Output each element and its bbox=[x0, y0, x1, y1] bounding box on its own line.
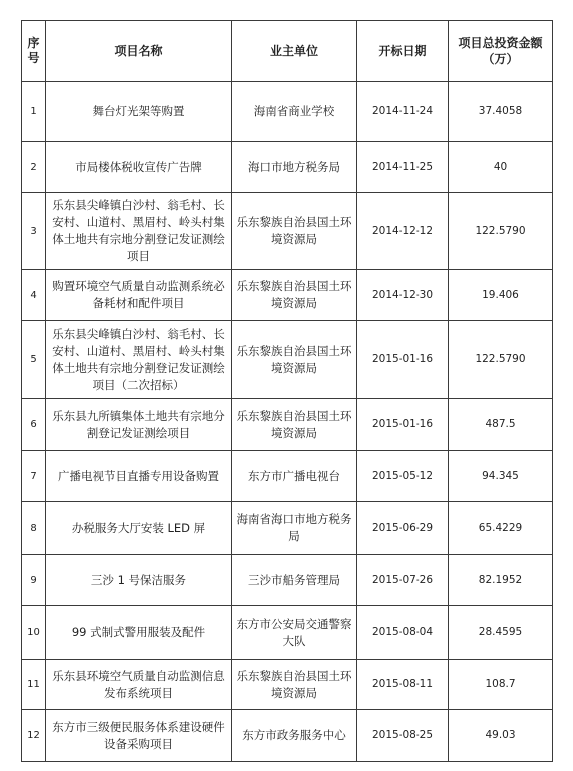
row-date: 2015-06-29 bbox=[357, 502, 449, 555]
table-row bbox=[22, 193, 553, 270]
row-seq: 5 bbox=[22, 321, 46, 399]
row-date: 2015-05-12 bbox=[357, 451, 449, 502]
row-date: 2014-12-30 bbox=[357, 270, 449, 321]
row-seq: 1 bbox=[22, 82, 46, 142]
row-amount: 94.345 bbox=[449, 451, 553, 502]
row-amount: 108.7 bbox=[449, 660, 553, 710]
row-amount: 28.4595 bbox=[449, 606, 553, 660]
table-row bbox=[22, 270, 553, 321]
row-amount: 122.5790 bbox=[449, 321, 553, 399]
row-date: 2015-08-25 bbox=[357, 710, 449, 762]
row-owner: 海南省海口市地方税务局 bbox=[232, 502, 357, 555]
row-name: 购置环境空气质量自动监测系统必备耗材和配件项目 bbox=[46, 270, 232, 321]
table-row bbox=[22, 451, 553, 502]
row-owner: 乐东黎族自治县国土环境资源局 bbox=[232, 270, 357, 321]
row-name: 舞台灯光架等购置 bbox=[46, 82, 232, 142]
row-date: 2015-01-16 bbox=[357, 321, 449, 399]
table-row bbox=[22, 82, 553, 142]
table-row bbox=[22, 555, 553, 606]
row-amount: 122.5790 bbox=[449, 193, 553, 270]
row-name: 三沙 1 号保洁服务 bbox=[46, 555, 232, 606]
table-row bbox=[22, 710, 553, 762]
row-owner: 海南省商业学校 bbox=[232, 82, 357, 142]
row-owner: 乐东黎族自治县国土环境资源局 bbox=[232, 399, 357, 451]
row-owner: 东方市政务服务中心 bbox=[232, 710, 357, 762]
table-row bbox=[22, 660, 553, 710]
row-date: 2014-11-25 bbox=[357, 142, 449, 193]
row-seq: 2 bbox=[22, 142, 46, 193]
row-owner: 乐东黎族自治县国土环境资源局 bbox=[232, 321, 357, 399]
header-date: 开标日期 bbox=[357, 21, 449, 82]
row-name: 东方市三级便民服务体系建设硬件设备采购项目 bbox=[46, 710, 232, 762]
row-name: 市局楼体税收宣传广告牌 bbox=[46, 142, 232, 193]
table-row bbox=[22, 142, 553, 193]
table-row bbox=[22, 321, 553, 399]
row-name: 乐东县九所镇集体土地共有宗地分割登记发证测绘项目 bbox=[46, 399, 232, 451]
row-name: 乐东县尖峰镇白沙村、翁毛村、长安村、山道村、黑眉村、岭头村集体土地共有宗地分割登记发证测绘项目 bbox=[46, 193, 232, 270]
table-row bbox=[22, 399, 553, 451]
row-seq: 10 bbox=[22, 606, 46, 660]
row-date: 2015-07-26 bbox=[357, 555, 449, 606]
row-name: 乐东县尖峰镇白沙村、翁毛村、长安村、山道村、黑眉村、岭头村集体土地共有宗地分割登记发证测绘项目（二次招标） bbox=[46, 321, 232, 399]
table-header-row bbox=[22, 21, 553, 82]
row-amount: 49.03 bbox=[449, 710, 553, 762]
row-date: 2015-01-16 bbox=[357, 399, 449, 451]
row-seq: 12 bbox=[22, 710, 46, 762]
row-amount: 65.4229 bbox=[449, 502, 553, 555]
row-name: 乐东县环境空气质量自动监测信息发布系统项目 bbox=[46, 660, 232, 710]
row-name: 办税服务大厅安装 LED 屏 bbox=[46, 502, 232, 555]
row-seq: 3 bbox=[22, 193, 46, 270]
row-seq: 6 bbox=[22, 399, 46, 451]
header-owner: 业主单位 bbox=[232, 21, 357, 82]
row-owner: 乐东黎族自治县国土环境资源局 bbox=[232, 193, 357, 270]
row-seq: 11 bbox=[22, 660, 46, 710]
row-date: 2015-08-04 bbox=[357, 606, 449, 660]
row-amount: 19.406 bbox=[449, 270, 553, 321]
row-date: 2015-08-11 bbox=[357, 660, 449, 710]
row-amount: 37.4058 bbox=[449, 82, 553, 142]
row-owner: 东方市广播电视台 bbox=[232, 451, 357, 502]
header-name: 项目名称 bbox=[46, 21, 232, 82]
row-owner: 三沙市船务管理局 bbox=[232, 555, 357, 606]
table-row bbox=[22, 502, 553, 555]
row-name: 99 式制式警用服装及配件 bbox=[46, 606, 232, 660]
row-amount: 82.1952 bbox=[449, 555, 553, 606]
row-seq: 4 bbox=[22, 270, 46, 321]
row-name: 广播电视节目直播专用设备购置 bbox=[46, 451, 232, 502]
row-owner: 东方市公安局交通警察大队 bbox=[232, 606, 357, 660]
row-amount: 40 bbox=[449, 142, 553, 193]
row-seq: 8 bbox=[22, 502, 46, 555]
table-row bbox=[22, 606, 553, 660]
row-owner: 乐东黎族自治县国土环境资源局 bbox=[232, 660, 357, 710]
row-seq: 7 bbox=[22, 451, 46, 502]
row-date: 2014-11-24 bbox=[357, 82, 449, 142]
row-amount: 487.5 bbox=[449, 399, 553, 451]
header-amount: 项目总投资金额（万） bbox=[449, 21, 553, 82]
row-date: 2014-12-12 bbox=[357, 193, 449, 270]
header-seq: 序号 bbox=[22, 21, 46, 82]
row-owner: 海口市地方税务局 bbox=[232, 142, 357, 193]
row-seq: 9 bbox=[22, 555, 46, 606]
project-table bbox=[21, 20, 553, 762]
